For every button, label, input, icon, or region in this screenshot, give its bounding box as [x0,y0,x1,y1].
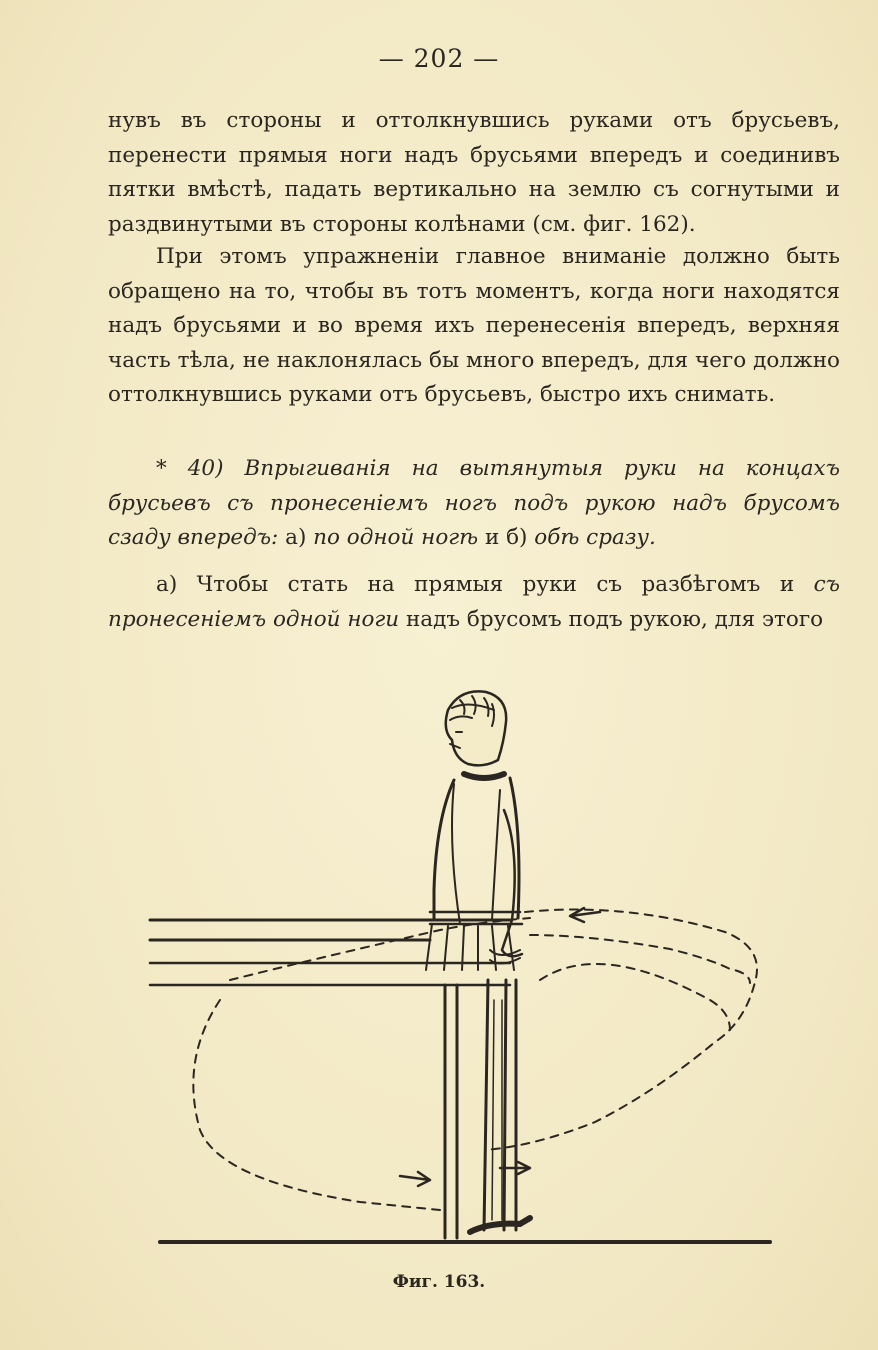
paragraph-3-normal-2: надъ брусомъ подъ рукою, для этого [399,606,824,632]
gymnast-parallel-bars-drawing [130,680,790,1260]
motion-trajectory-paths [193,910,757,1211]
heading-normal-1: а) [278,525,314,550]
paragraph-3-italic-1: съ пронесеніемъ одной ноги [108,572,840,632]
trajectory-lower-right [540,964,730,1030]
paragraph-3-normal-1: а) Чтобы стать на прямыя руки съ разбѣгомъ и [156,572,814,597]
paragraph-attention [108,240,840,413]
heading-italic-1: 40) Впрыгиванія на вытянутыя руки на концахъ брусьевъ съ пронесеніемъ ногъ подъ рукою надъ брусомъ сзаду впередъ: [108,456,840,550]
arrow-head-lower-left [400,1172,430,1186]
trajectory-right-loop [485,910,757,1151]
heading-italic-2: по одной ногѣ [313,525,479,550]
page-number: — 202 — [378,44,500,73]
paragraph-1-text: нувъ въ стороны и оттолкнувшись руками отъ брусьевъ, перенести прямыя ноги надъ брусьями впередъ и соединивъ пятки вмѣстѣ, падать вертикально на землю съ согнутыми и раздвинутыми въ стороны колѣнами (см. фиг. 162). [108,108,840,237]
paragraph-2-text: При этомъ упражненіи главное вниманіе должно быть обращено на то, чтобы въ тотъ моментъ, когда ноги находятся надъ брусьями и во время ихъ перенесенія впередъ, верхняя часть тѣла, не наклонялась бы много впередъ, для чего должно оттолкнувшись руками отъ брусьевъ, быстро ихъ снимать. [108,244,840,407]
paragraph-instruction [108,568,840,637]
paragraph-continuation [108,104,840,242]
heading-star: * [156,456,167,481]
trajectory-upper-left [230,918,530,980]
heading-italic-3: обѣ сразу. [534,525,656,550]
heading-normal-2: и б) [478,525,535,550]
exercise-heading [108,452,840,556]
figure-163-illustration [130,680,790,1260]
gymnast-figure [426,691,530,1232]
figure-caption: Фиг. 163. [392,1272,486,1292]
trajectory-inner-right [530,935,750,983]
trajectory-left-loop [193,1000,440,1210]
